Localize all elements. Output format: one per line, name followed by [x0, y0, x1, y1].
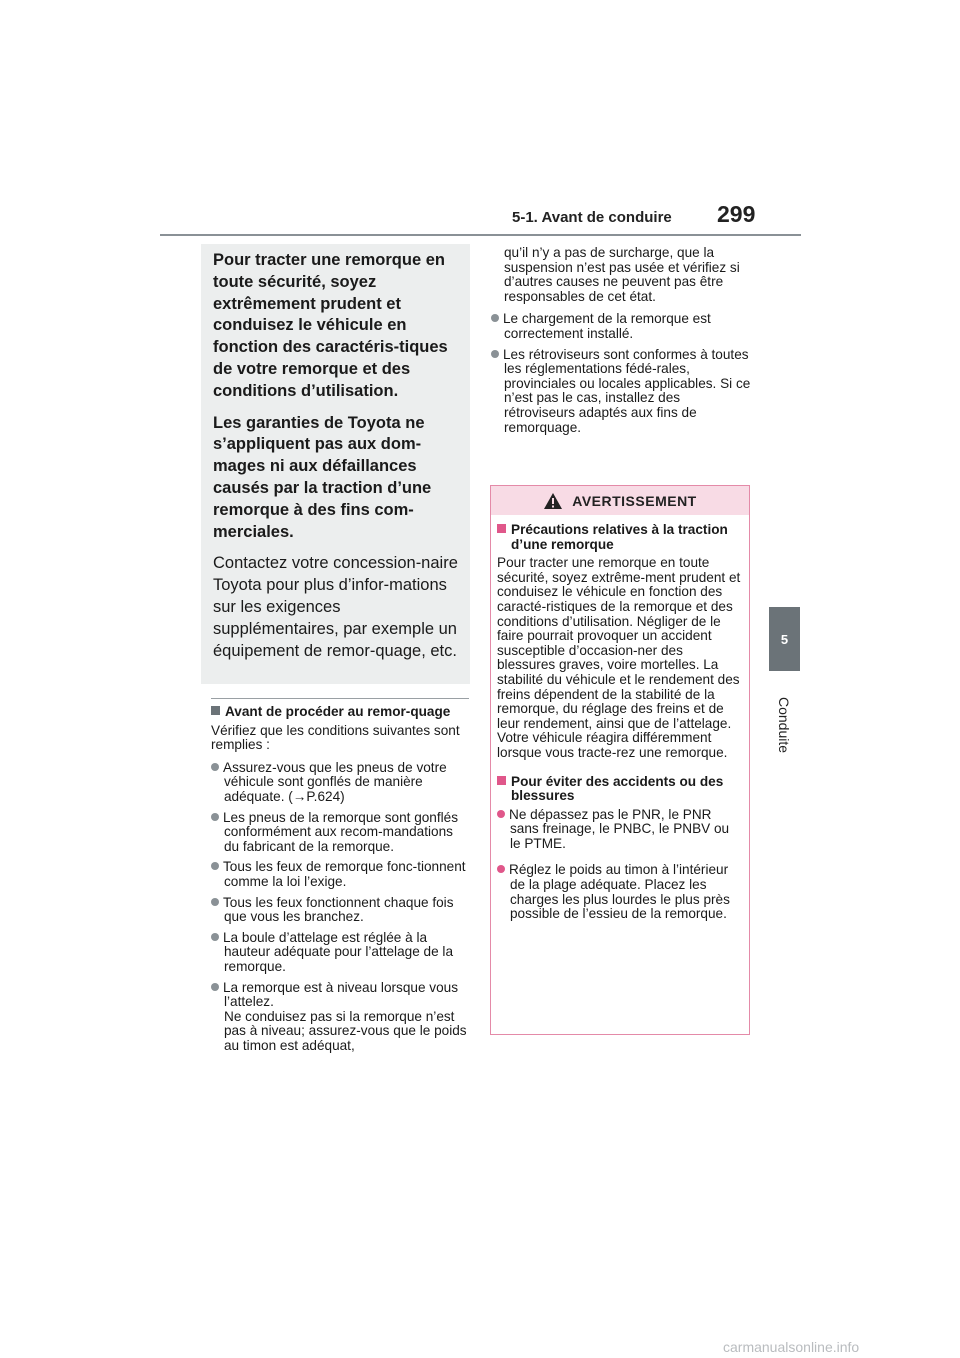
right-column	[491, 246, 753, 441]
list-item: Tous les feux fonctionnent chaque fois que vous les branchez.	[211, 896, 469, 925]
chapter-label: Conduite	[776, 696, 792, 754]
chapter-number: 5	[780, 631, 789, 647]
warning-section-text: Pour tracter une remorque en toute sécurité, soyez extrême-ment prudent et conduisez le véhicule en fonction des caracté-ristiques de la remorque et des conditions d’utilisation. Négliger de le faire pourrait provoquer un accident susceptible d’occasion-ner des blessures graves, voire mortelles. La stabilité du véhicule et le rendement des freins dépendent de la stabilité de la remorque, du réglage des freins et de leur rendement, ainsi que de l’attelage. Votre véhicule réagira différemment lorsque vous tracte-rez une remorque.	[497, 555, 741, 760]
watermark: carmanualsonline.info	[723, 1339, 860, 1355]
list-item: Tous les feux de remorque fonc-tionnent comme la loi l’exige.	[211, 860, 469, 889]
warning-header	[491, 486, 749, 515]
list-item: Les rétroviseurs sont conformes à toutes les réglementations fédé-rales, provinciales ou locales applicables. Si ce n’est pas le cas, installez des rétroviseurs adaptés aux fins de remorquage.	[491, 348, 753, 436]
bullet-icon	[211, 933, 219, 941]
warning-body	[491, 515, 749, 922]
bullet-icon	[211, 862, 219, 870]
before-towing-heading: Avant de procéder au remor-quage	[211, 705, 469, 720]
list-item: Le chargement de la remorque est correctement installé.	[491, 312, 753, 341]
chapter-tab[interactable]	[769, 607, 800, 671]
intro-divider	[211, 698, 469, 699]
warning-triangle-icon	[543, 492, 563, 510]
bullet-icon	[497, 865, 505, 873]
list-item: La remorque est à niveau lorsque vous l’attelez.	[211, 981, 469, 1010]
intro-paragraph-1: Pour tracter une remorque en toute sécurité, soyez extrêmement prudent et conduisez le véhicule en fonction des caractéris-tiques de votre remorque et des conditions d’utilisation.	[213, 251, 448, 400]
square-bullet-icon	[211, 706, 220, 715]
intro-box	[201, 244, 470, 684]
list-item: Réglez le poids au timon à l’intérieur de la plage adéquate. Placez les charges les plus lourdes le plus près possible de l’essieu de la remorque.	[497, 863, 743, 921]
warning-section-heading: Précautions relatives à la traction d’une remorque	[497, 523, 743, 552]
warning-box	[490, 485, 750, 1035]
section-title: 5-1. Avant de conduire	[512, 209, 672, 226]
bullet-icon	[491, 350, 499, 358]
warning-title: AVERTISSEMENT	[572, 492, 697, 509]
intro-paragraph-3: Contactez votre concession-naire Toyota pour plus d’infor-mations sur les exigences supplémentaires, par exemple un équipement de remor-quage, etc.	[213, 554, 458, 660]
square-bullet-icon	[497, 524, 506, 533]
page-number: 299	[717, 201, 756, 227]
header-divider	[160, 234, 801, 236]
list-item: Ne dépassez pas le PNR, le PNR sans freinage, le PNBC, le PNBV ou le PTME.	[497, 808, 743, 852]
list-item-continuation: qu’il n’y a pas de surcharge, que la suspension n’est pas usée et vérifiez si d’autres causes ne peuvent pas être responsables de cet état.	[504, 245, 740, 304]
bullet-icon	[491, 314, 499, 322]
bullet-icon	[211, 898, 219, 906]
list-item: La boule d’attelage est réglée à la hauteur adéquate pour l’attelage de la remorque.	[211, 931, 469, 975]
intro-paragraph-2: Les garanties de Toyota ne s’appliquent pas aux dom-mages ni aux défaillances causés par la traction d’une remorque à des fins com-merciales.	[213, 413, 432, 541]
left-column	[211, 705, 469, 1059]
bullet-icon	[211, 983, 219, 991]
bullet-icon	[211, 813, 219, 821]
square-bullet-icon	[497, 776, 506, 785]
bullet-icon	[211, 763, 219, 771]
list-item: Assurez-vous que les pneus de votre véhicule sont gonflés de manière adéquate. (→P.624)	[211, 761, 469, 805]
warning-section-heading: Pour éviter des accidents ou des blessures	[497, 775, 743, 804]
list-item: Les pneus de la remorque sont gonflés conformément aux recom-mandations du fabricant de la remorque.	[211, 811, 469, 855]
bullet-icon	[497, 810, 505, 818]
before-towing-intro: Vérifiez que les conditions suivantes sont remplies :	[211, 722, 460, 753]
list-item-continuation: Ne conduisez pas si la remorque n’est pas à niveau; assurez-vous que le poids au timon est adéquat,	[224, 1008, 467, 1053]
